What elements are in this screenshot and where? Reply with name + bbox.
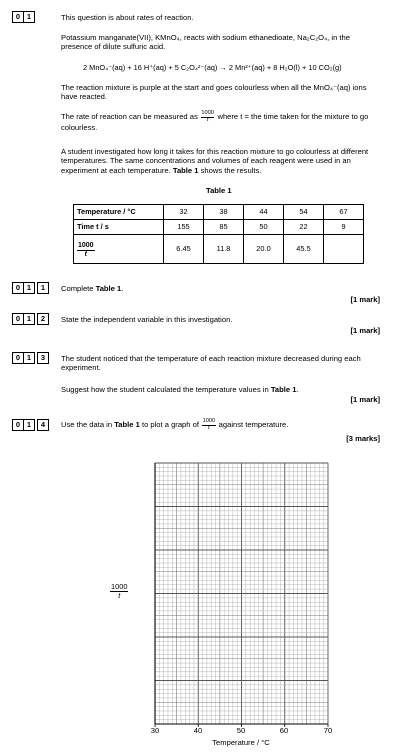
- part-digit: 0: [12, 352, 24, 364]
- rate-fraction-den: t: [206, 116, 209, 123]
- rate-fraction-num: 1000: [201, 110, 214, 116]
- table-cell: 22: [284, 220, 324, 235]
- part-digit: 2: [37, 313, 49, 325]
- part-2-text: State the independent variable in this investigation.: [61, 315, 233, 324]
- experiment-text: A student investigated how long it takes for this reaction mixture to go colourless at different temperatures. The same concentrations and volumes of each reagent were used in an experiment at each temperature.: [61, 147, 369, 175]
- graph-y-label-num: 1000: [111, 582, 128, 591]
- part-1-prompt: Complete: [61, 284, 94, 293]
- part-3-text: The student noticed that the temperature of each reaction mixture decreased during each experiment.: [61, 354, 361, 373]
- table-cell: 9: [324, 220, 364, 235]
- graph-y-label: [110, 583, 128, 600]
- reaction-equation: 2 MnO₄⁻(aq) + 16 H⁺(aq) + 5 C₂O₄²⁻(aq) → 2 Mn²⁺(aq) + 8 H₂O(l) + 10 CO₂(g): [83, 63, 342, 72]
- table-cell: 45.5: [284, 235, 324, 264]
- table-cell: 32: [164, 205, 204, 220]
- table-caption: Table 1: [206, 186, 232, 195]
- rate-text-post: where t = the time taken for the mixture to go colourless.: [61, 112, 369, 133]
- table-cell: 11.8: [204, 235, 244, 264]
- part-2-marks: [1 mark]: [350, 326, 380, 335]
- part-3-table-ref: Table 1: [270, 385, 297, 394]
- question-intro: This question is about rates of reaction.: [61, 13, 194, 22]
- part-4-tail: against temperature.: [218, 420, 289, 430]
- table-cell: 54: [284, 205, 324, 220]
- part-digit: 0: [12, 313, 24, 325]
- x-tick-label: 60: [279, 726, 289, 735]
- part-1-table-ref: Table 1: [95, 284, 122, 293]
- graph-y-label-den: t: [118, 591, 121, 601]
- part-digit: 0: [12, 282, 24, 294]
- part-digit: 1: [23, 419, 35, 431]
- rate-header-den: t: [84, 250, 87, 258]
- part-digit: 4: [37, 419, 49, 431]
- x-tick-label: 70: [323, 726, 333, 735]
- x-tick-label: 40: [193, 726, 203, 735]
- part-4-prompt: Use the data in: [61, 420, 113, 430]
- part-4-mid: to plot a graph of: [141, 420, 199, 430]
- table-cell: 38: [204, 205, 244, 220]
- part-digit: 1: [23, 313, 35, 325]
- x-tick-label: 50: [236, 726, 246, 735]
- question-observation: The reaction mixture is purple at the start and goes colourless when all the MnO₄⁻(aq) ions have reacted.: [61, 83, 367, 102]
- part-digit: 1: [23, 282, 35, 294]
- question-digit: 0: [12, 11, 24, 23]
- part-3-marks: [1 mark]: [350, 395, 380, 404]
- rate-header-num: 1000: [78, 242, 94, 250]
- table-cell: 6.45: [164, 235, 204, 264]
- part-4-table-ref: Table 1: [114, 420, 140, 430]
- part-digit: 1: [23, 352, 35, 364]
- table-header-time: Time t / s: [74, 220, 164, 235]
- table-cell: 50: [244, 220, 284, 235]
- table-cell: 20.0: [244, 235, 284, 264]
- table-cell: 67: [324, 205, 364, 220]
- part-4-fraction-den: t: [208, 424, 210, 431]
- part-4-fraction-num: 1000: [202, 418, 216, 424]
- part-1-marks: [1 mark]: [350, 295, 380, 304]
- experiment-text-end: shows the results.: [200, 165, 262, 175]
- part-1-tail: .: [121, 284, 124, 293]
- question-digit: 1: [23, 11, 35, 23]
- question-description: Potassium manganate(VII), KMnO₄, reacts with sodium ethanedioate, Na₂C₂O₄, in the presence of dilute sulfuric acid.: [61, 33, 350, 52]
- table-header-temperature: Temperature / °C: [74, 205, 164, 220]
- part-3-prompt: Suggest how the student calculated the temperature values in: [61, 385, 269, 394]
- part-digit: 0: [12, 419, 24, 431]
- experiment-table-ref: Table 1: [172, 165, 199, 175]
- table-cell: 155: [164, 220, 204, 235]
- part-digit: 3: [37, 352, 49, 364]
- table-cell: 44: [244, 205, 284, 220]
- graph-x-label: Temperature / °C: [212, 738, 270, 747]
- rate-text-pre: The rate of reaction can be measured as: [61, 112, 198, 122]
- x-tick-label: 30: [150, 726, 160, 735]
- part-3-tail: .: [296, 385, 299, 394]
- part-4-marks: [3 marks]: [346, 434, 380, 443]
- part-digit: 1: [37, 282, 49, 294]
- table-cell: 85: [204, 220, 244, 235]
